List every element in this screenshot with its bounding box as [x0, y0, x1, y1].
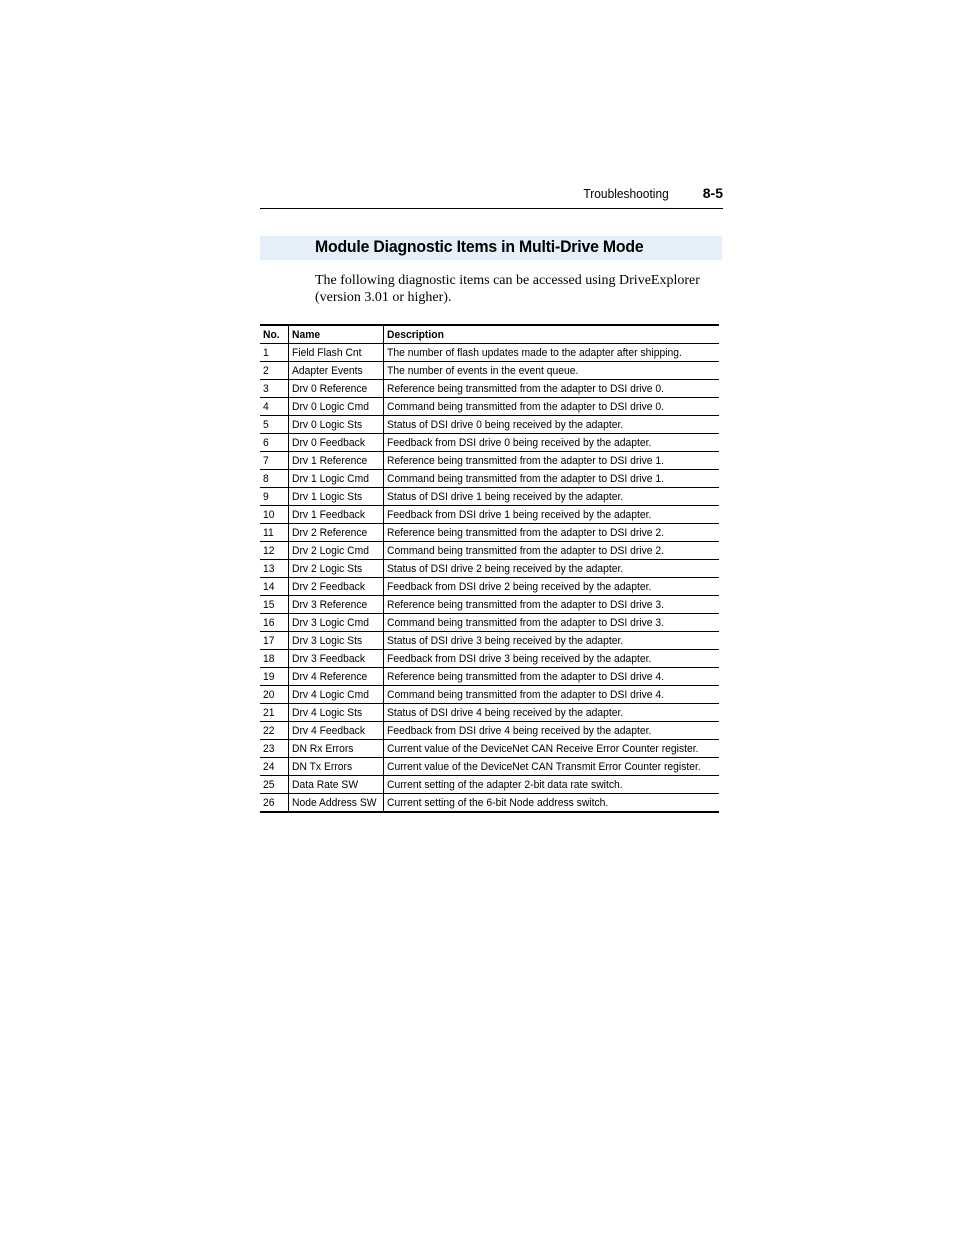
cell-description: Status of DSI drive 3 being received by the adapter.: [384, 632, 720, 650]
cell-no: 13: [260, 560, 289, 578]
cell-description: Status of DSI drive 2 being received by the adapter.: [384, 560, 720, 578]
cell-description: Reference being transmitted from the adapter to DSI drive 1.: [384, 452, 720, 470]
cell-name: Drv 3 Reference: [289, 596, 384, 614]
cell-no: 18: [260, 650, 289, 668]
cell-no: 5: [260, 416, 289, 434]
cell-name: Adapter Events: [289, 362, 384, 380]
cell-no: 9: [260, 488, 289, 506]
cell-description: Feedback from DSI drive 1 being received by the adapter.: [384, 506, 720, 524]
table-row: [260, 560, 719, 578]
cell-description: Command being transmitted from the adapter to DSI drive 1.: [384, 470, 720, 488]
table-row: [260, 758, 719, 776]
cell-no: 26: [260, 794, 289, 813]
column-header-no: No.: [260, 325, 289, 344]
cell-description: Reference being transmitted from the adapter to DSI drive 4.: [384, 668, 720, 686]
cell-name: Field Flash Cnt: [289, 344, 384, 362]
cell-description: Command being transmitted from the adapter to DSI drive 3.: [384, 614, 720, 632]
cell-name: DN Rx Errors: [289, 740, 384, 758]
cell-no: 10: [260, 506, 289, 524]
table-row: [260, 488, 719, 506]
table-row: [260, 542, 719, 560]
page-number: 8-5: [702, 185, 723, 201]
cell-description: Reference being transmitted from the adapter to DSI drive 3.: [384, 596, 720, 614]
table-row: [260, 380, 719, 398]
cell-no: 19: [260, 668, 289, 686]
cell-no: 23: [260, 740, 289, 758]
cell-no: 11: [260, 524, 289, 542]
cell-name: Drv 0 Logic Sts: [289, 416, 384, 434]
cell-no: 14: [260, 578, 289, 596]
cell-no: 22: [260, 722, 289, 740]
table-row: [260, 632, 719, 650]
cell-name: Drv 2 Logic Sts: [289, 560, 384, 578]
cell-name: Drv 2 Feedback: [289, 578, 384, 596]
cell-description: Feedback from DSI drive 2 being received by the adapter.: [384, 578, 720, 596]
cell-name: Drv 2 Logic Cmd: [289, 542, 384, 560]
cell-name: Drv 4 Reference: [289, 668, 384, 686]
table-row: [260, 578, 719, 596]
cell-no: 8: [260, 470, 289, 488]
cell-no: 1: [260, 344, 289, 362]
table-row: [260, 434, 719, 452]
cell-description: Command being transmitted from the adapter to DSI drive 2.: [384, 542, 720, 560]
table-header-row: [260, 325, 719, 344]
table-row: [260, 344, 719, 362]
cell-name: Drv 3 Feedback: [289, 650, 384, 668]
column-header-description: Description: [384, 325, 720, 344]
cell-description: Feedback from DSI drive 3 being received by the adapter.: [384, 650, 720, 668]
cell-no: 12: [260, 542, 289, 560]
table-row: [260, 650, 719, 668]
cell-name: Drv 2 Reference: [289, 524, 384, 542]
cell-name: Drv 3 Logic Cmd: [289, 614, 384, 632]
cell-name: Drv 3 Logic Sts: [289, 632, 384, 650]
cell-name: Drv 4 Logic Cmd: [289, 686, 384, 704]
cell-name: Node Address SW: [289, 794, 384, 813]
cell-no: 17: [260, 632, 289, 650]
cell-description: Command being transmitted from the adapter to DSI drive 4.: [384, 686, 720, 704]
running-header: [260, 184, 723, 209]
cell-description: Current setting of the 6-bit Node address switch.: [384, 794, 720, 813]
table-row: [260, 362, 719, 380]
table-row: [260, 740, 719, 758]
cell-no: 7: [260, 452, 289, 470]
cell-name: Drv 0 Logic Cmd: [289, 398, 384, 416]
section-title-band: [260, 236, 722, 260]
cell-name: Drv 1 Feedback: [289, 506, 384, 524]
table-row: [260, 470, 719, 488]
cell-description: Feedback from DSI drive 4 being received by the adapter.: [384, 722, 720, 740]
cell-name: Drv 1 Reference: [289, 452, 384, 470]
cell-description: Current setting of the adapter 2-bit data rate switch.: [384, 776, 720, 794]
cell-description: Status of DSI drive 4 being received by the adapter.: [384, 704, 720, 722]
cell-description: Status of DSI drive 0 being received by the adapter.: [384, 416, 720, 434]
table-row: [260, 794, 719, 813]
table-body: [260, 344, 719, 813]
table-row: [260, 668, 719, 686]
cell-no: 2: [260, 362, 289, 380]
cell-description: Current value of the DeviceNet CAN Transmit Error Counter register.: [384, 758, 720, 776]
table-row: [260, 614, 719, 632]
diagnostic-items-table: [260, 324, 719, 813]
cell-no: 15: [260, 596, 289, 614]
cell-description: Status of DSI drive 1 being received by the adapter.: [384, 488, 720, 506]
section-title: Module Diagnostic Items in Multi-Drive Mode: [315, 237, 644, 256]
cell-description: Command being transmitted from the adapter to DSI drive 0.: [384, 398, 720, 416]
cell-no: 20: [260, 686, 289, 704]
cell-no: 4: [260, 398, 289, 416]
cell-description: The number of flash updates made to the adapter after shipping.: [384, 344, 720, 362]
cell-name: Drv 1 Logic Sts: [289, 488, 384, 506]
cell-name: Drv 0 Feedback: [289, 434, 384, 452]
table-row: [260, 524, 719, 542]
cell-no: 24: [260, 758, 289, 776]
table-row: [260, 704, 719, 722]
table-row: [260, 452, 719, 470]
cell-name: Drv 4 Feedback: [289, 722, 384, 740]
table-row: [260, 398, 719, 416]
table-row: [260, 686, 719, 704]
column-header-name: Name: [289, 325, 384, 344]
cell-description: Current value of the DeviceNet CAN Receive Error Counter register.: [384, 740, 720, 758]
cell-name: DN Tx Errors: [289, 758, 384, 776]
cell-name: Data Rate SW: [289, 776, 384, 794]
cell-no: 6: [260, 434, 289, 452]
cell-description: Feedback from DSI drive 0 being received by the adapter.: [384, 434, 720, 452]
cell-name: Drv 0 Reference: [289, 380, 384, 398]
cell-no: 21: [260, 704, 289, 722]
table-row: [260, 722, 719, 740]
header-section-title: Troubleshooting: [583, 186, 669, 201]
cell-no: 25: [260, 776, 289, 794]
table-row: [260, 596, 719, 614]
cell-no: 3: [260, 380, 289, 398]
table-row: [260, 776, 719, 794]
table-row: [260, 506, 719, 524]
cell-name: Drv 1 Logic Cmd: [289, 470, 384, 488]
cell-description: Reference being transmitted from the adapter to DSI drive 0.: [384, 380, 720, 398]
table-row: [260, 416, 719, 434]
cell-name: Drv 4 Logic Sts: [289, 704, 384, 722]
cell-no: 16: [260, 614, 289, 632]
cell-description: Reference being transmitted from the adapter to DSI drive 2.: [384, 524, 720, 542]
intro-paragraph: The following diagnostic items can be accessed using DriveExplorer (version 3.01 or higher).: [315, 273, 700, 305]
cell-description: The number of events in the event queue.: [384, 362, 720, 380]
